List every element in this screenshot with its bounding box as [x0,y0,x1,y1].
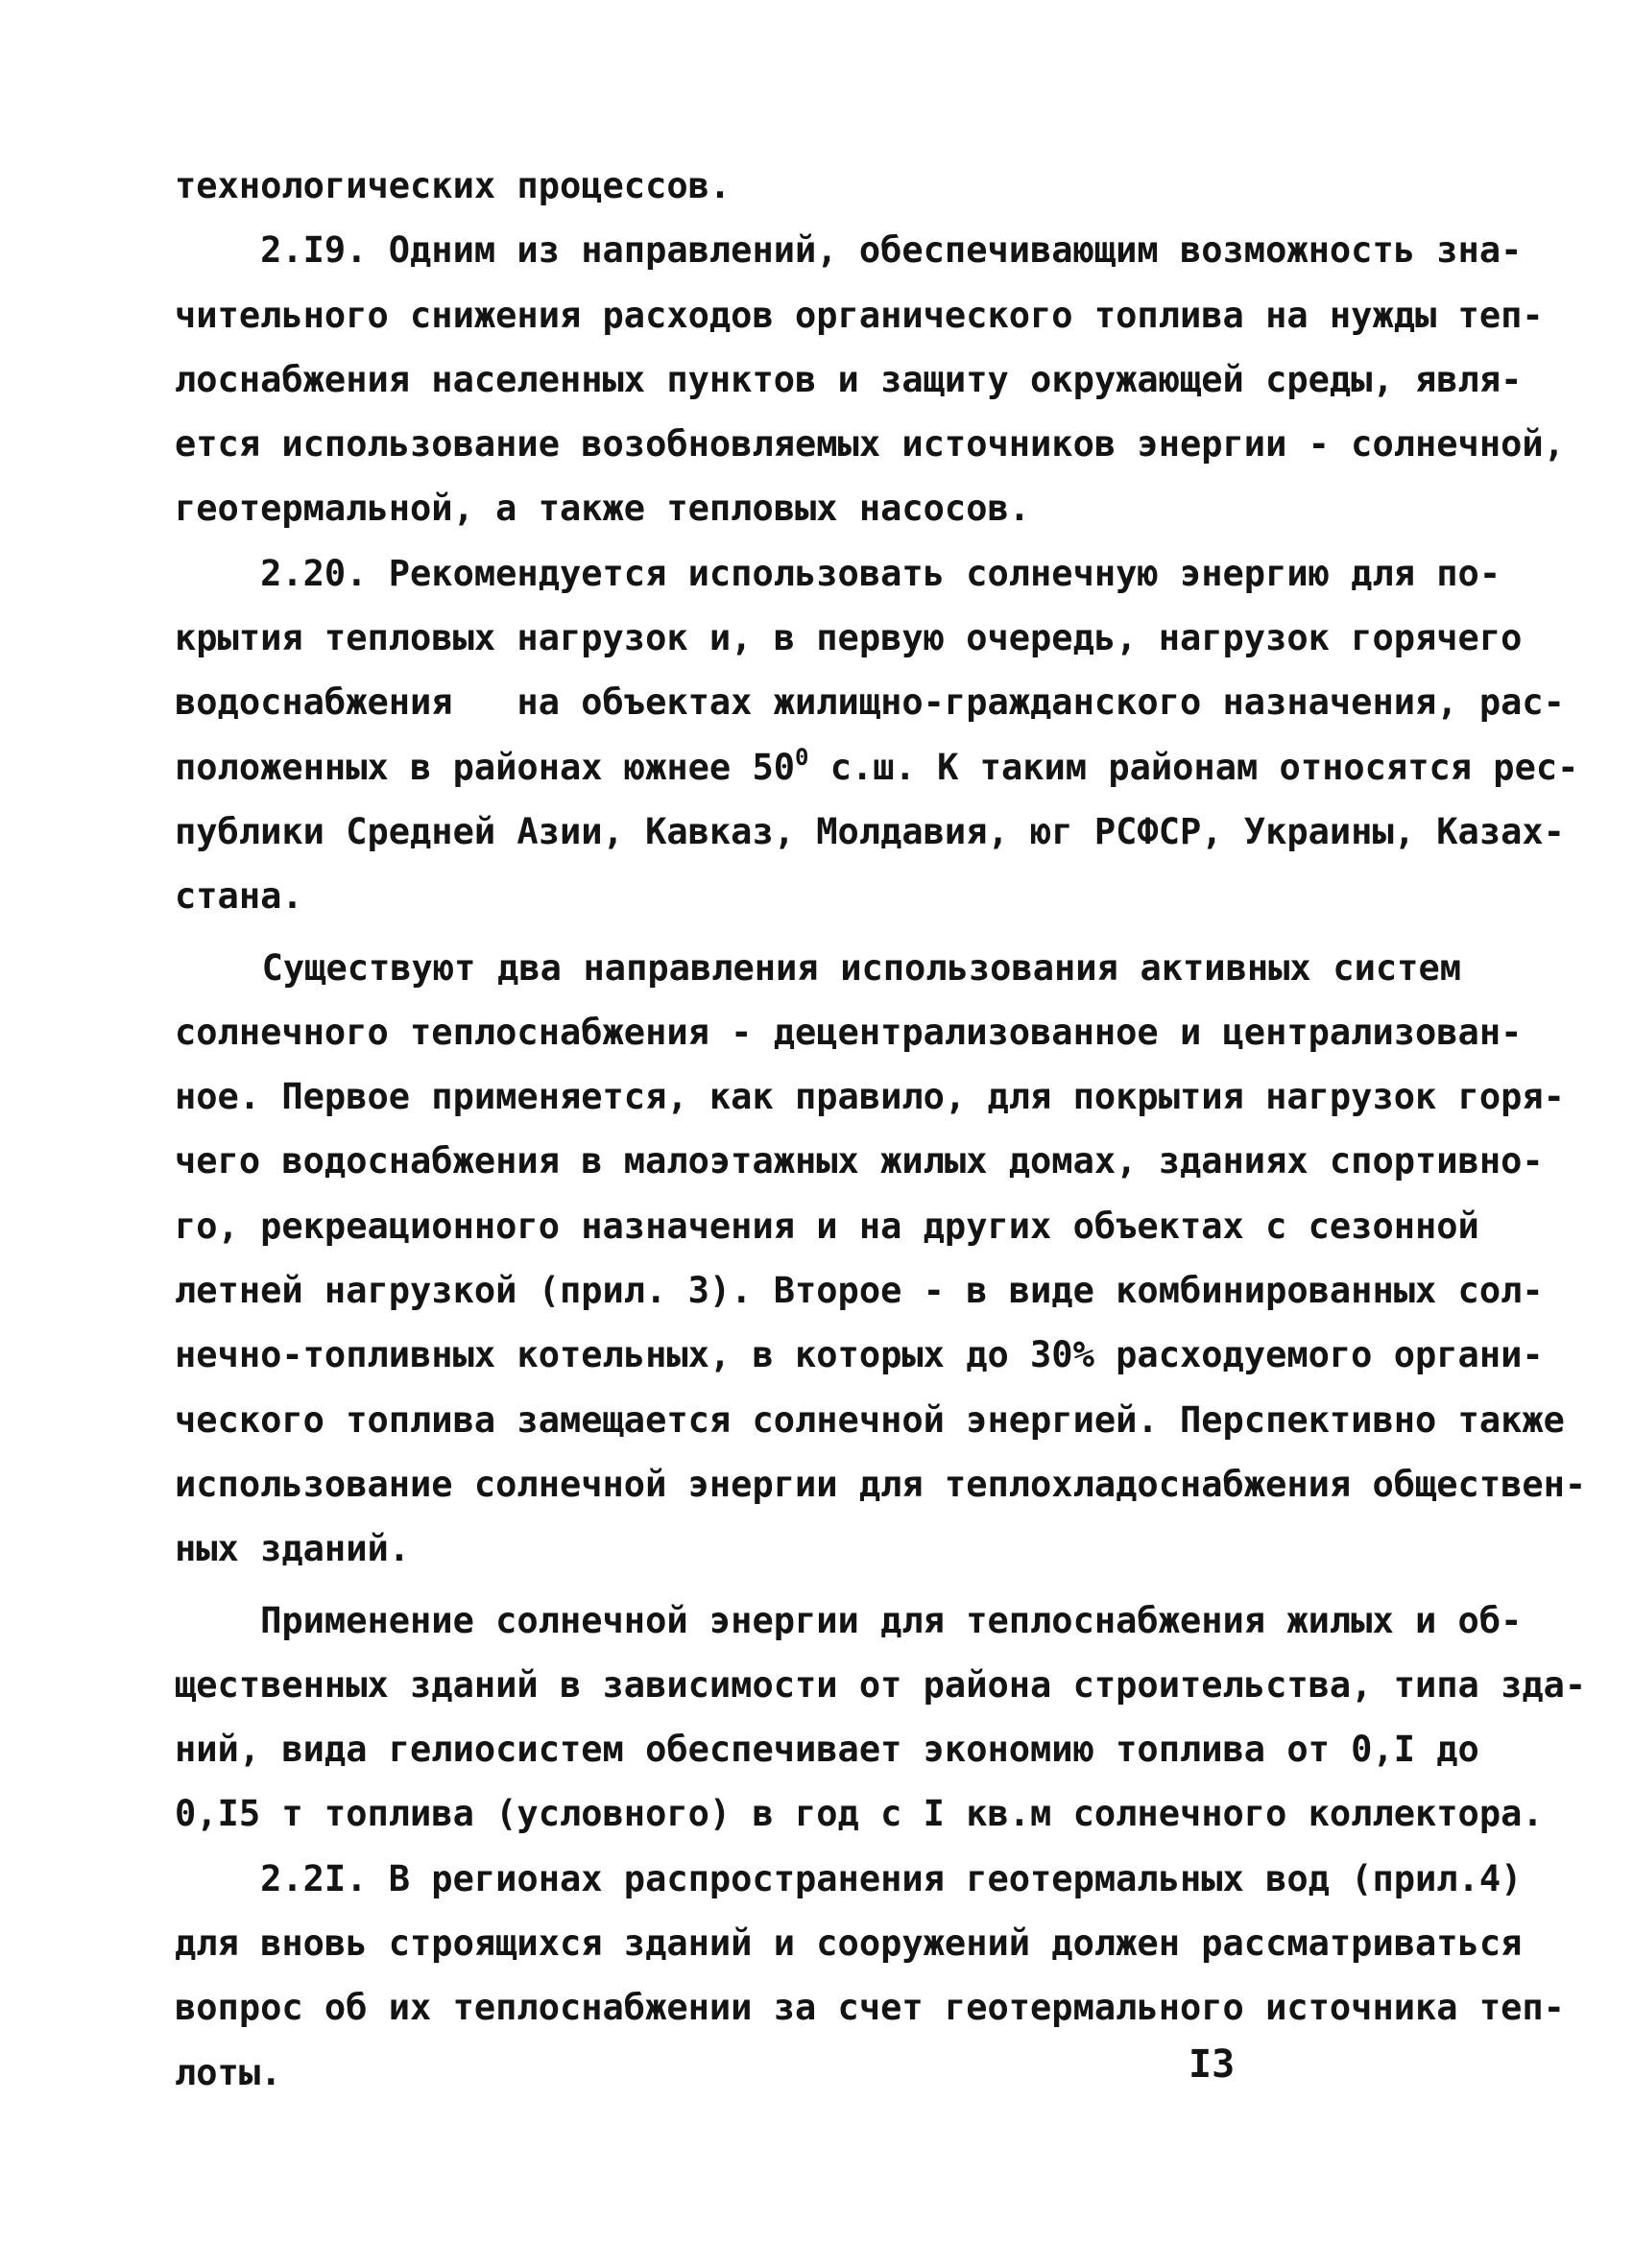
text-line: ется использование возобновляемых источников энергии - солнечной, [175,423,1565,466]
text-line: лоты. [175,2051,282,2093]
text-line: использование солнечной энергии для теплохладоснабжения обществен- [175,1463,1587,1505]
text-line: геотермальной, а также тепловых насосов. [175,488,1031,530]
body-text [175,154,1587,2105]
text-line: стана. [175,875,303,918]
paragraph-gap [175,1582,1461,1588]
text-line: 2.I9. Одним из направлений, обеспечивающим возможность зна- [175,229,1523,272]
text-line: Существуют два направления использования активных систем [175,946,1461,989]
text-line: крытия тепловых нагрузок и, в первую очередь, нагрузок горячего [175,617,1523,659]
text-line-with-superscript [175,735,1579,800]
text-line: 0,I5 т топлива (условного) в год с I кв.м солнечного коллектора. [175,1793,1544,1835]
paragraph-continuation [175,154,1461,218]
text-line: чительного снижения расходов органического топлива на нужды теп- [175,294,1544,336]
text-line: летней нагрузкой (прил. 3). Второе - в виде комбинированных сол- [175,1270,1544,1312]
text-line: ное. Первое применяется, как правило, для покрытия нагрузок горя- [175,1076,1565,1118]
text-line: щественных зданий в зависимости от района строительства, типа зда- [175,1663,1587,1706]
text-line: чего водоснабжения в малоэтажных жилых домах, зданиях спортивно- [175,1140,1544,1182]
text-line: 2.20. Рекомендуется использовать солнечную энергию для по- [175,552,1501,594]
text-fragment: положенных в районах южнее 50 [175,746,796,788]
text-line: го, рекреационного назначения и на других объектах с сезонной [175,1205,1479,1247]
paragraph-gap [175,929,1461,936]
degree-superscript: 0 [795,743,809,771]
page-number: I3 [1189,2042,1236,2087]
text-line: лоснабжения населенных пунктов и защиту окружающей среды, явля- [175,358,1523,400]
text-line: вопрос об их теплоснабжении за счет геотермального источника теп- [175,1987,1565,2029]
text-line: Применение солнечной энергии для теплоснабжения жилых и об- [175,1599,1523,1641]
paragraph-solar-directions [175,936,1587,1582]
text-line: для вновь строящихся зданий и сооружений должен рассматриваться [175,1922,1523,1965]
text-line: технологических процессов. [175,165,732,206]
text-line: ных зданий. [175,1528,411,1570]
text-line: публики Средней Азии, Кавказ, Молдавия, юг РСФСР, Украины, Казах- [175,810,1565,852]
paragraph-2-20 [175,541,1579,929]
text-line: солнечного теплоснабжения - децентрализованное и централизован- [175,1011,1523,1053]
text-line: водоснабжения на объектах жилищно-гражданского назначения, рас- [175,681,1565,724]
text-line: 2.2I. В регионах распространения геотермальных вод (прил.4) [175,1857,1523,1899]
paragraph-solar-savings [175,1588,1587,1847]
text-line: ний, вида гелиосистем обеспечивает экономию топлива от 0,I до [175,1729,1479,1771]
paragraph-2-19 [175,218,1565,540]
text-line: ческого топлива замещается солнечной энергией. Перспективно также [175,1398,1565,1441]
paragraph-2-21 [175,1847,1565,2105]
text-line: нечно-топливных котельных, в которых до 30% расходуемого органи- [175,1334,1544,1376]
text-fragment: с.ш. К таким районам относятся рес- [808,746,1579,788]
